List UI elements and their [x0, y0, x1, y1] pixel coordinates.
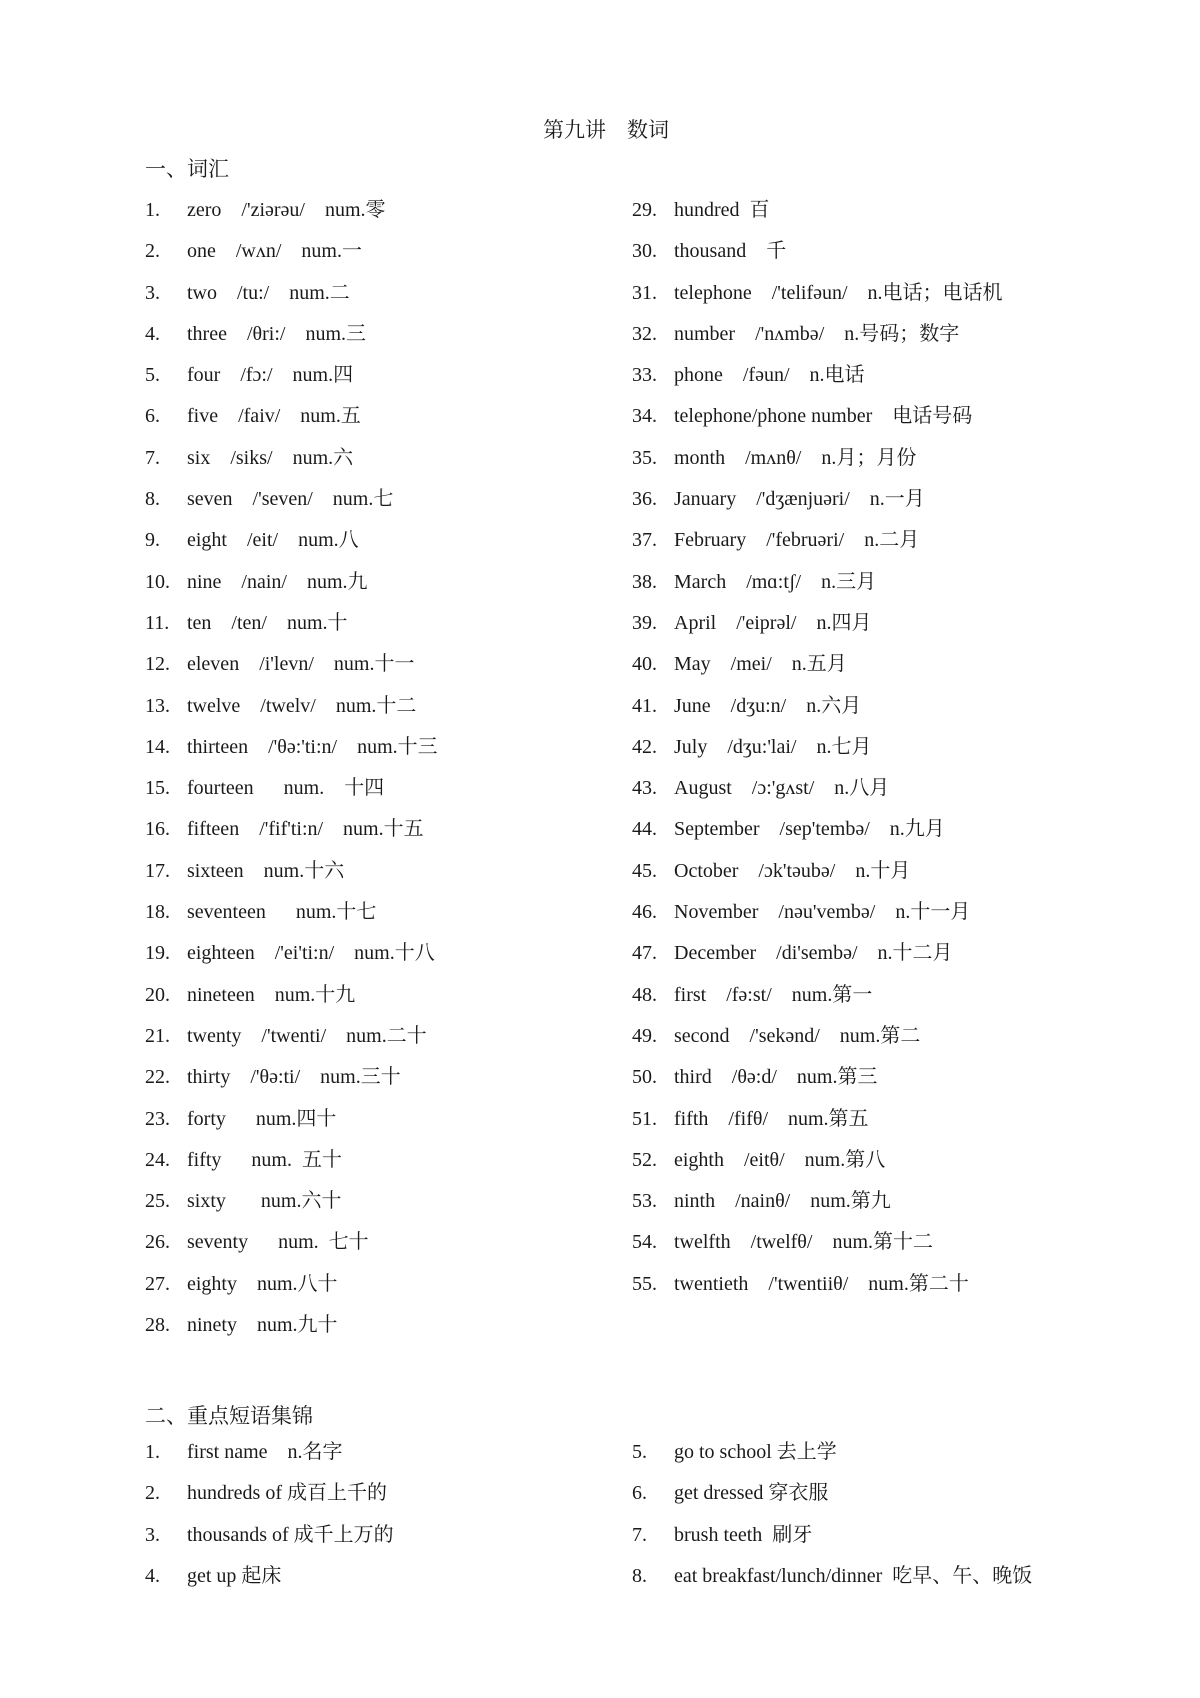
- item-number: 31.: [632, 281, 657, 304]
- item-number: 29.: [632, 199, 657, 221]
- item-text: brush teeth 刷牙: [674, 1523, 813, 1546]
- item-text: September /sep'tembə/ n.九月: [674, 818, 945, 841]
- vocab-entry: [632, 562, 1192, 603]
- item-text: month /mʌnθ/ n.月；月份: [674, 446, 917, 469]
- item-text: twenty /'twenti/ num.二十: [187, 1024, 427, 1047]
- item-text: fifty num. 五十: [187, 1148, 342, 1171]
- vocab-list-left: [145, 190, 705, 1346]
- item-number: 35.: [632, 446, 657, 469]
- item-number: 2.: [145, 1482, 160, 1505]
- item-number: 2.: [145, 240, 160, 263]
- phrase-list-right: [632, 1432, 1192, 1597]
- vocab-entry: [145, 1181, 705, 1222]
- vocab-entry: [632, 231, 1192, 272]
- item-text: eight /eit/ num.八: [187, 529, 359, 552]
- item-text: April /'eiprəl/ n.四月: [674, 611, 872, 634]
- item-number: 19.: [145, 942, 170, 965]
- item-text: fifth /fifθ/ num.第五: [674, 1107, 869, 1130]
- item-text: twentieth /'twentiiθ/ num.第二十: [674, 1272, 969, 1295]
- item-text: ninety num.九十: [187, 1314, 338, 1337]
- item-text: eleven /i'levn/ num.十一: [187, 653, 415, 676]
- item-text: one /wʌn/ num.一: [187, 240, 362, 263]
- item-number: 3.: [145, 1523, 160, 1546]
- item-text: thousands of 成千上万的: [187, 1523, 394, 1546]
- item-number: 49.: [632, 1024, 657, 1047]
- vocab-entry: [145, 314, 705, 355]
- phrase-entry: [145, 1556, 705, 1597]
- phrase-list-left: [145, 1432, 705, 1597]
- item-text: March /mɑ:tʃ/ n.三月: [674, 570, 877, 593]
- item-number: 4.: [145, 322, 160, 345]
- vocab-entry: [632, 1264, 1192, 1305]
- phrase-entry: [145, 1515, 705, 1556]
- vocab-entry: [145, 1222, 705, 1263]
- vocab-entry: [145, 562, 705, 603]
- vocab-entry: [632, 396, 1192, 437]
- item-number: 6.: [632, 1482, 647, 1505]
- item-number: 4.: [145, 1564, 160, 1587]
- item-number: 40.: [632, 653, 657, 676]
- item-text: ninth /nainθ/ num.第九: [674, 1190, 891, 1213]
- vocab-entry: [145, 231, 705, 272]
- item-number: 25.: [145, 1190, 170, 1213]
- item-text: hundreds of 成百上千的: [187, 1482, 387, 1505]
- item-number: 42.: [632, 735, 657, 758]
- item-text: twelve /twelv/ num.十二: [187, 694, 417, 717]
- vocab-entry: [145, 892, 705, 933]
- item-number: 6.: [145, 405, 160, 428]
- phrase-entry: [145, 1473, 705, 1514]
- item-number: 55.: [632, 1272, 657, 1295]
- item-text: August /ɔ:'gʌst/ n.八月: [674, 777, 890, 800]
- item-number: 44.: [632, 818, 657, 841]
- vocab-entry: [145, 190, 705, 231]
- page-title: 第九讲 数词: [543, 118, 669, 142]
- item-number: 51.: [632, 1107, 657, 1130]
- item-number: 7.: [145, 446, 160, 469]
- item-text: eighteen /'ei'ti:n/ num.十八: [187, 942, 435, 965]
- vocab-entry: [145, 1305, 705, 1346]
- item-text: ten /ten/ num.十: [187, 611, 348, 634]
- item-text: May /mei/ n.五月: [674, 653, 847, 676]
- item-number: 23.: [145, 1107, 170, 1130]
- item-number: 54.: [632, 1231, 657, 1254]
- vocab-entry: [632, 1099, 1192, 1140]
- item-number: 7.: [632, 1523, 647, 1546]
- item-text: eighty num.八十: [187, 1272, 338, 1295]
- item-number: 17.: [145, 859, 170, 882]
- item-text: second /'sekənd/ num.第二: [674, 1024, 921, 1047]
- item-text: seventeen num.十七: [187, 901, 377, 924]
- vocab-entry: [145, 727, 705, 768]
- phrase-entry: [632, 1473, 1192, 1514]
- vocab-entry: [145, 933, 705, 974]
- item-text: February /'februəri/ n.二月: [674, 529, 920, 552]
- item-number: 28.: [145, 1314, 170, 1337]
- item-number: 38.: [632, 570, 657, 593]
- item-number: 20.: [145, 983, 170, 1006]
- vocab-entry: [632, 1057, 1192, 1098]
- item-text: three /θri:/ num.三: [187, 322, 366, 345]
- item-text: October /ɔk'təubə/ n.十月: [674, 859, 911, 882]
- vocab-entry: [632, 644, 1192, 685]
- vocab-entry: [632, 438, 1192, 479]
- vocab-entry: [145, 479, 705, 520]
- item-number: 1.: [145, 199, 160, 221]
- item-text: first name n.名字: [187, 1441, 343, 1463]
- vocab-entry: [145, 768, 705, 809]
- vocab-entry: [632, 1016, 1192, 1057]
- item-text: June /dʒu:n/ n.六月: [674, 694, 862, 717]
- item-number: 46.: [632, 901, 657, 924]
- item-number: 34.: [632, 405, 657, 428]
- item-text: fourteen num. 十四: [187, 777, 385, 800]
- item-text: telephone /'telifəun/ n.电话；电话机: [674, 281, 1003, 304]
- item-number: 10.: [145, 570, 170, 593]
- item-number: 15.: [145, 777, 170, 800]
- item-number: 1.: [145, 1441, 160, 1463]
- vocab-entry: [632, 520, 1192, 561]
- vocab-entry: [145, 1099, 705, 1140]
- item-number: 37.: [632, 529, 657, 552]
- item-text: four /fɔ:/ num.四: [187, 364, 354, 387]
- item-text: fifteen /'fif'ti:n/ num.十五: [187, 818, 424, 841]
- vocab-entry: [145, 1264, 705, 1305]
- vocab-entry: [145, 438, 705, 479]
- vocab-list-right: [632, 190, 1192, 1305]
- item-number: 45.: [632, 859, 657, 882]
- item-number: 30.: [632, 240, 657, 263]
- item-text: nine /nain/ num.九: [187, 570, 368, 593]
- item-number: 8.: [145, 488, 160, 511]
- item-text: seventy num. 七十: [187, 1231, 369, 1254]
- vocab-entry: [145, 1057, 705, 1098]
- item-number: 14.: [145, 735, 170, 758]
- item-number: 26.: [145, 1231, 170, 1254]
- item-text: phone /fəun/ n.电话: [674, 364, 865, 387]
- item-text: thirteen /'θə:'ti:n/ num.十三: [187, 735, 438, 758]
- item-number: 9.: [145, 529, 160, 552]
- item-text: sixteen num.十六: [187, 859, 345, 882]
- item-number: 13.: [145, 694, 170, 717]
- vocab-entry: [632, 1140, 1192, 1181]
- item-text: forty num.四十: [187, 1107, 337, 1130]
- vocab-entry: [632, 892, 1192, 933]
- vocab-entry: [145, 1140, 705, 1181]
- item-number: 39.: [632, 611, 657, 634]
- vocab-entry: [632, 933, 1192, 974]
- phrase-entry: [632, 1515, 1192, 1556]
- item-text: six /siks/ num.六: [187, 446, 354, 469]
- vocab-entry: [145, 851, 705, 892]
- vocab-entry: [632, 1181, 1192, 1222]
- vocab-entry: [145, 396, 705, 437]
- item-text: telephone/phone number 电话号码: [674, 405, 973, 428]
- vocab-entry: [145, 644, 705, 685]
- vocab-entry: [632, 768, 1192, 809]
- item-number: 43.: [632, 777, 657, 800]
- item-text: five /faiv/ num.五: [187, 405, 361, 428]
- item-text: January /'dʒænjuəri/ n.一月: [674, 488, 925, 511]
- item-number: 32.: [632, 322, 657, 345]
- vocab-entry: [632, 809, 1192, 850]
- vocab-entry: [145, 520, 705, 561]
- vocab-entry: [632, 603, 1192, 644]
- item-text: July /dʒu:'lai/ n.七月: [674, 735, 872, 758]
- vocab-entry: [145, 686, 705, 727]
- vocab-entry: [632, 190, 1192, 231]
- vocab-entry: [632, 686, 1192, 727]
- item-number: 50.: [632, 1066, 657, 1089]
- phrase-entry: [145, 1432, 705, 1473]
- item-text: thousand 千: [674, 240, 787, 263]
- item-text: nineteen num.十九: [187, 983, 356, 1006]
- item-number: 27.: [145, 1272, 170, 1295]
- phrase-entry: [632, 1556, 1192, 1597]
- item-number: 36.: [632, 488, 657, 511]
- vocab-entry: [145, 355, 705, 396]
- phrases-heading: 二、重点短语集锦: [145, 1404, 313, 1428]
- item-text: eighth /eitθ/ num.第八: [674, 1148, 886, 1171]
- item-text: thirty /'θə:ti/ num.三十: [187, 1066, 401, 1089]
- item-number: 41.: [632, 694, 657, 717]
- item-text: hundred 百: [674, 199, 770, 221]
- item-text: eat breakfast/lunch/dinner 吃早、午、晚饭: [674, 1564, 1033, 1587]
- vocab-entry: [145, 603, 705, 644]
- item-number: 5.: [145, 364, 160, 387]
- item-number: 24.: [145, 1148, 170, 1171]
- vocab-entry: [632, 1222, 1192, 1263]
- item-text: go to school 去上学: [674, 1441, 837, 1463]
- item-number: 22.: [145, 1066, 170, 1089]
- vocab-entry: [145, 975, 705, 1016]
- item-number: 11.: [145, 611, 170, 634]
- vocab-entry: [632, 314, 1192, 355]
- item-text: number /'nʌmbə/ n.号码；数字: [674, 322, 960, 345]
- item-number: 18.: [145, 901, 170, 924]
- vocab-entry: [632, 355, 1192, 396]
- vocab-heading: 一、词汇: [145, 157, 229, 181]
- item-number: 12.: [145, 653, 170, 676]
- item-number: 3.: [145, 281, 160, 304]
- vocab-entry: [145, 809, 705, 850]
- item-number: 53.: [632, 1190, 657, 1213]
- vocab-entry: [145, 1016, 705, 1057]
- item-number: 52.: [632, 1148, 657, 1171]
- item-number: 8.: [632, 1564, 647, 1587]
- item-text: get dressed 穿衣服: [674, 1482, 829, 1505]
- vocab-entry: [632, 851, 1192, 892]
- item-number: 33.: [632, 364, 657, 387]
- vocab-entry: [632, 479, 1192, 520]
- vocab-entry: [632, 975, 1192, 1016]
- vocab-entry: [632, 727, 1192, 768]
- item-text: get up 起床: [187, 1564, 282, 1587]
- item-number: 5.: [632, 1441, 647, 1463]
- vocab-entry: [145, 273, 705, 314]
- phrase-entry: [632, 1432, 1192, 1473]
- item-number: 21.: [145, 1024, 170, 1047]
- item-text: seven /'seven/ num.七: [187, 488, 394, 511]
- item-text: twelfth /twelfθ/ num.第十二: [674, 1231, 933, 1254]
- item-number: 47.: [632, 942, 657, 965]
- item-text: November /nəu'vembə/ n.十一月: [674, 901, 971, 924]
- item-text: zero /'ziərəu/ num.零: [187, 199, 386, 221]
- item-number: 16.: [145, 818, 170, 841]
- item-text: two /tu:/ num.二: [187, 281, 350, 304]
- item-text: sixty num.六十: [187, 1190, 342, 1213]
- vocab-entry: [632, 273, 1192, 314]
- item-text: third /θə:d/ num.第三: [674, 1066, 878, 1089]
- item-text: first /fə:st/ num.第一: [674, 983, 873, 1006]
- item-text: December /di'sembə/ n.十二月: [674, 942, 953, 965]
- item-number: 48.: [632, 983, 657, 1006]
